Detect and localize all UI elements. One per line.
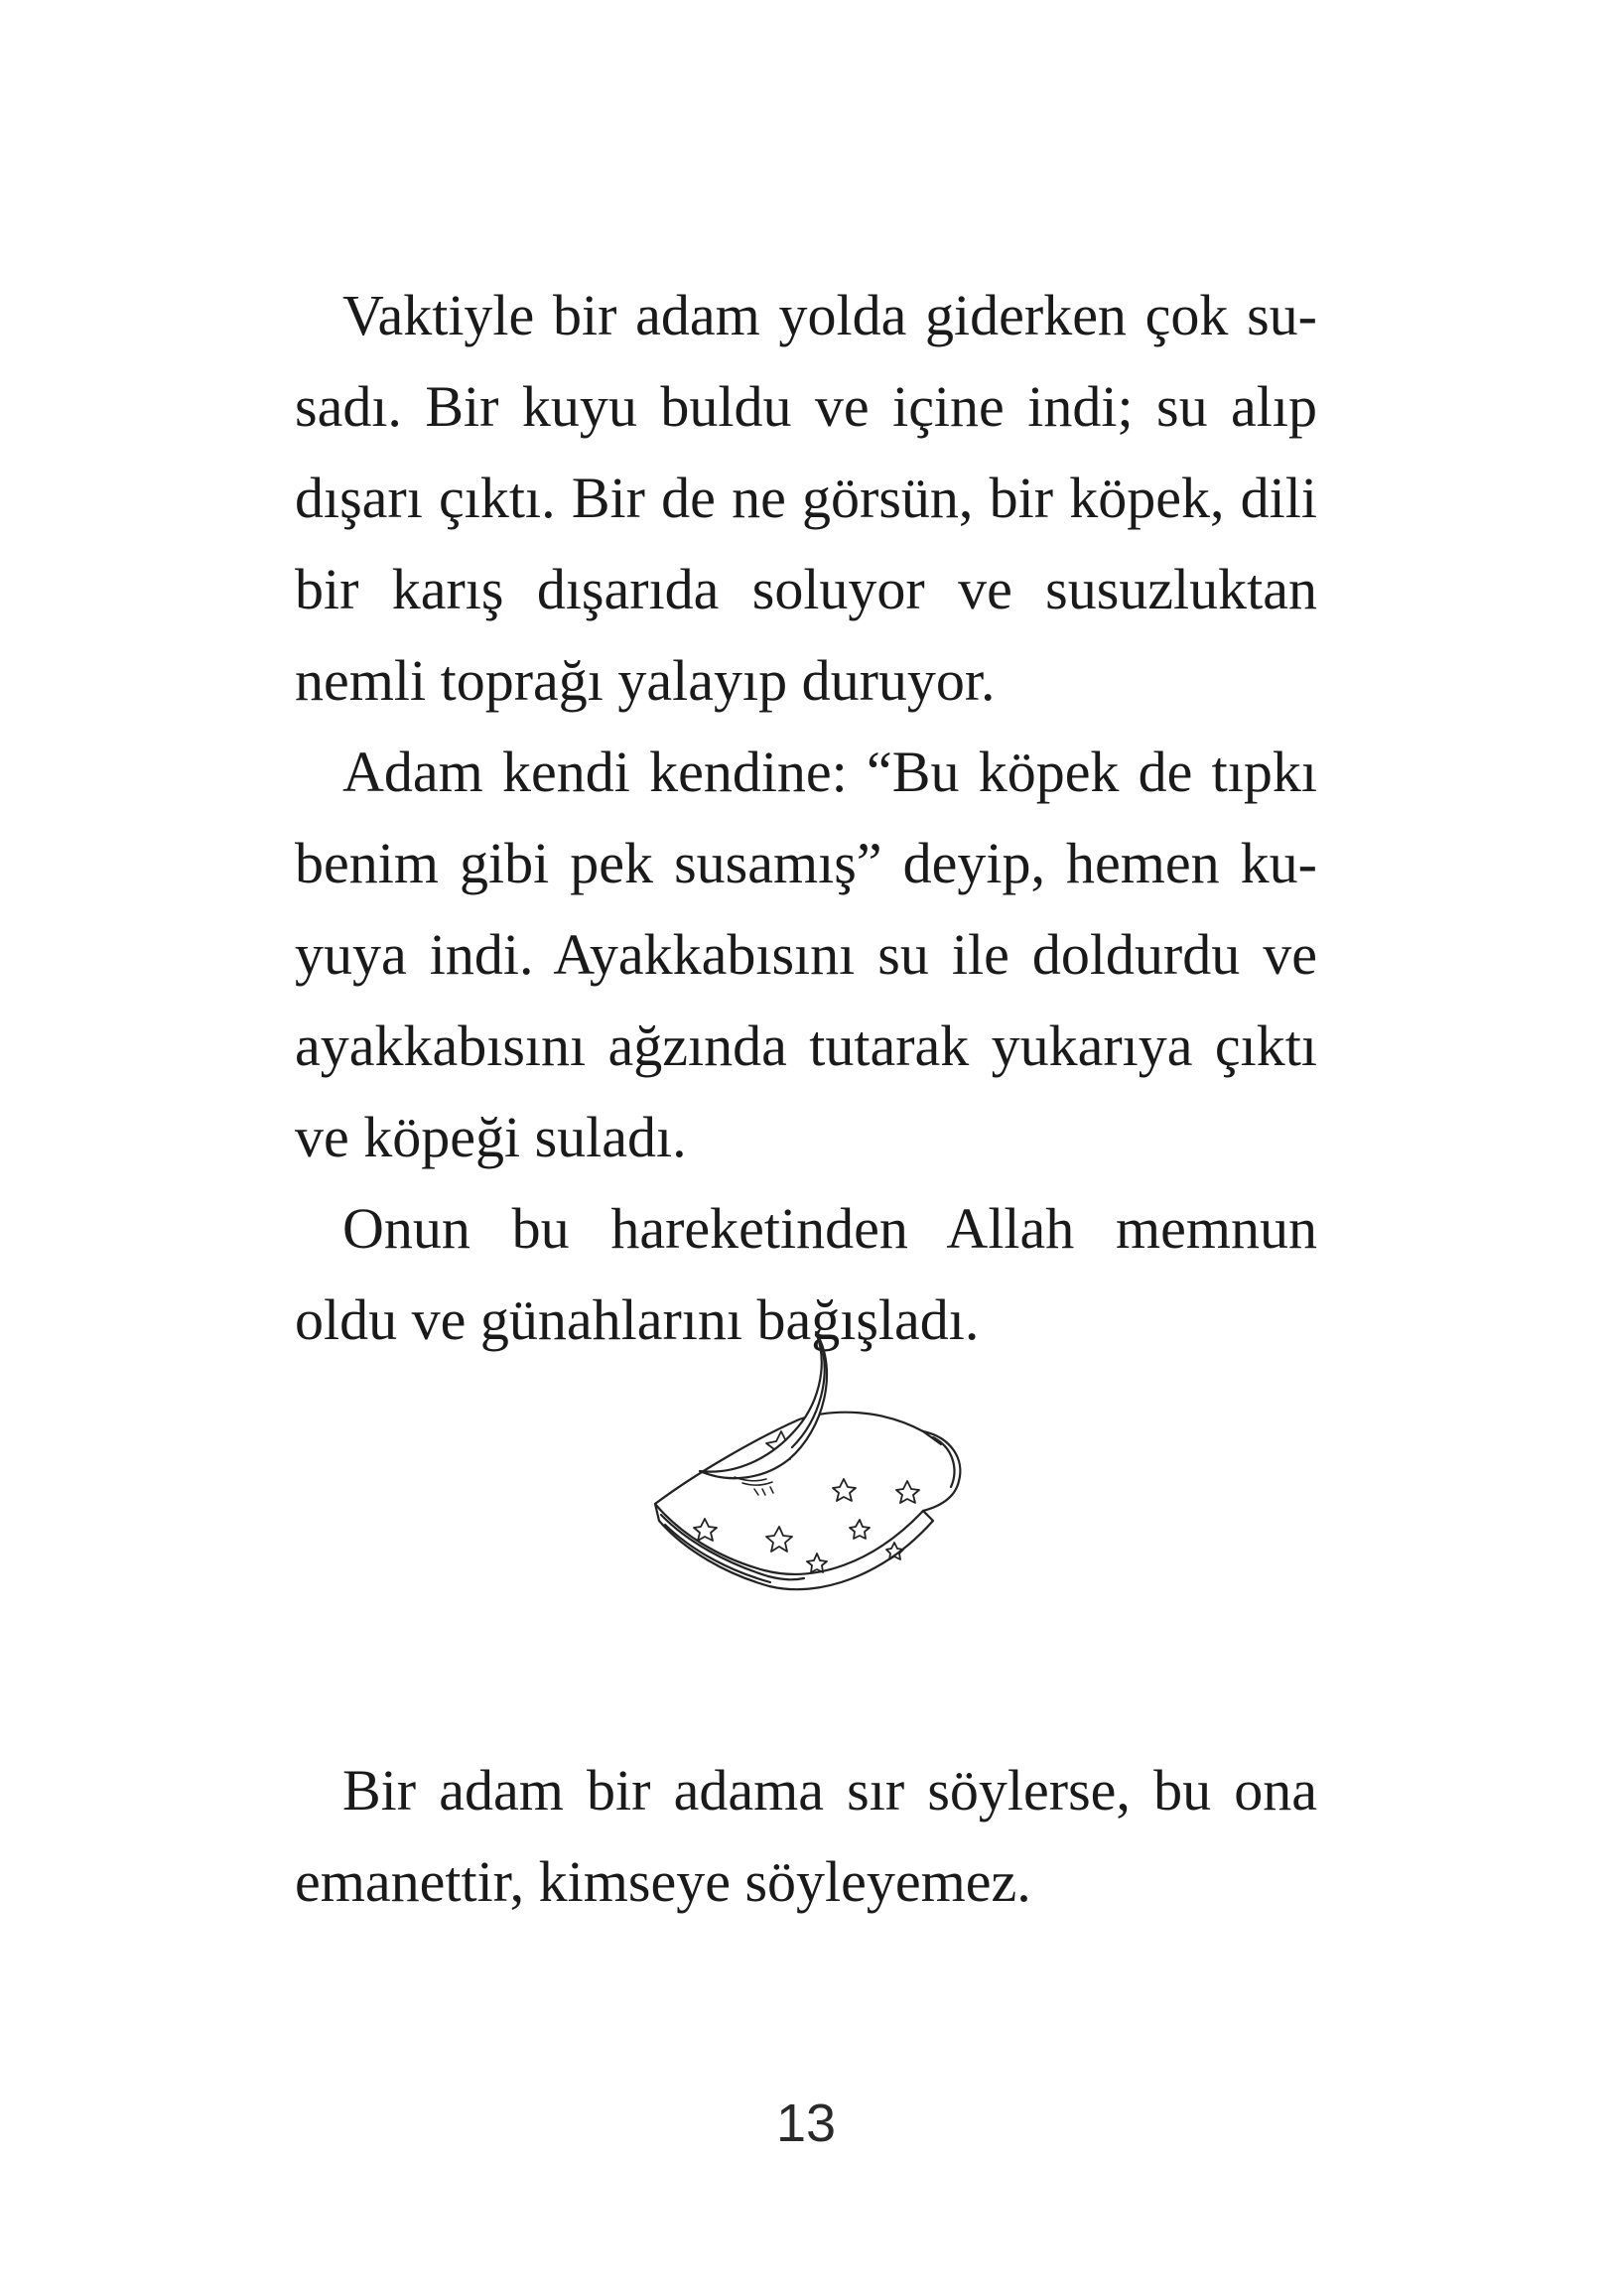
saying-paragraph: Bir adam bir adama sır söylerse, bu ona emanettir, kimseye söyleyemez. (295, 1758, 1317, 1914)
saying-text (295, 1745, 1317, 1928)
story-paragraph: Adam kendi kendine: “Bu köpek de tıpkı benim gibi pek susamış” deyip, hemen kuyuya indi. Ayakkabısını su ile doldurdu ve ayakkabısını ağzında tutarak yukarıya çıktı ve köpeği suladı. (295, 740, 1317, 1169)
story-text (295, 270, 1317, 1366)
story-paragraph: Onun bu hareketinden Allah memnun oldu ve günahlarını bağışladı. (295, 1196, 1317, 1352)
story-paragraph: Vaktiyle bir adam yolda giderken çok susadı. Bir kuyu buldu ve içine indi; su alıp dışarı çıktı. Bir de ne görsün, bir köpek, dili bir karış dışarıda soluyor ve susuzluktan nemli toprağı yalayıp duruyor. (295, 283, 1317, 713)
book-with-crescent-moon-icon (635, 1310, 973, 1648)
page-number: 13 (775, 2093, 837, 2153)
